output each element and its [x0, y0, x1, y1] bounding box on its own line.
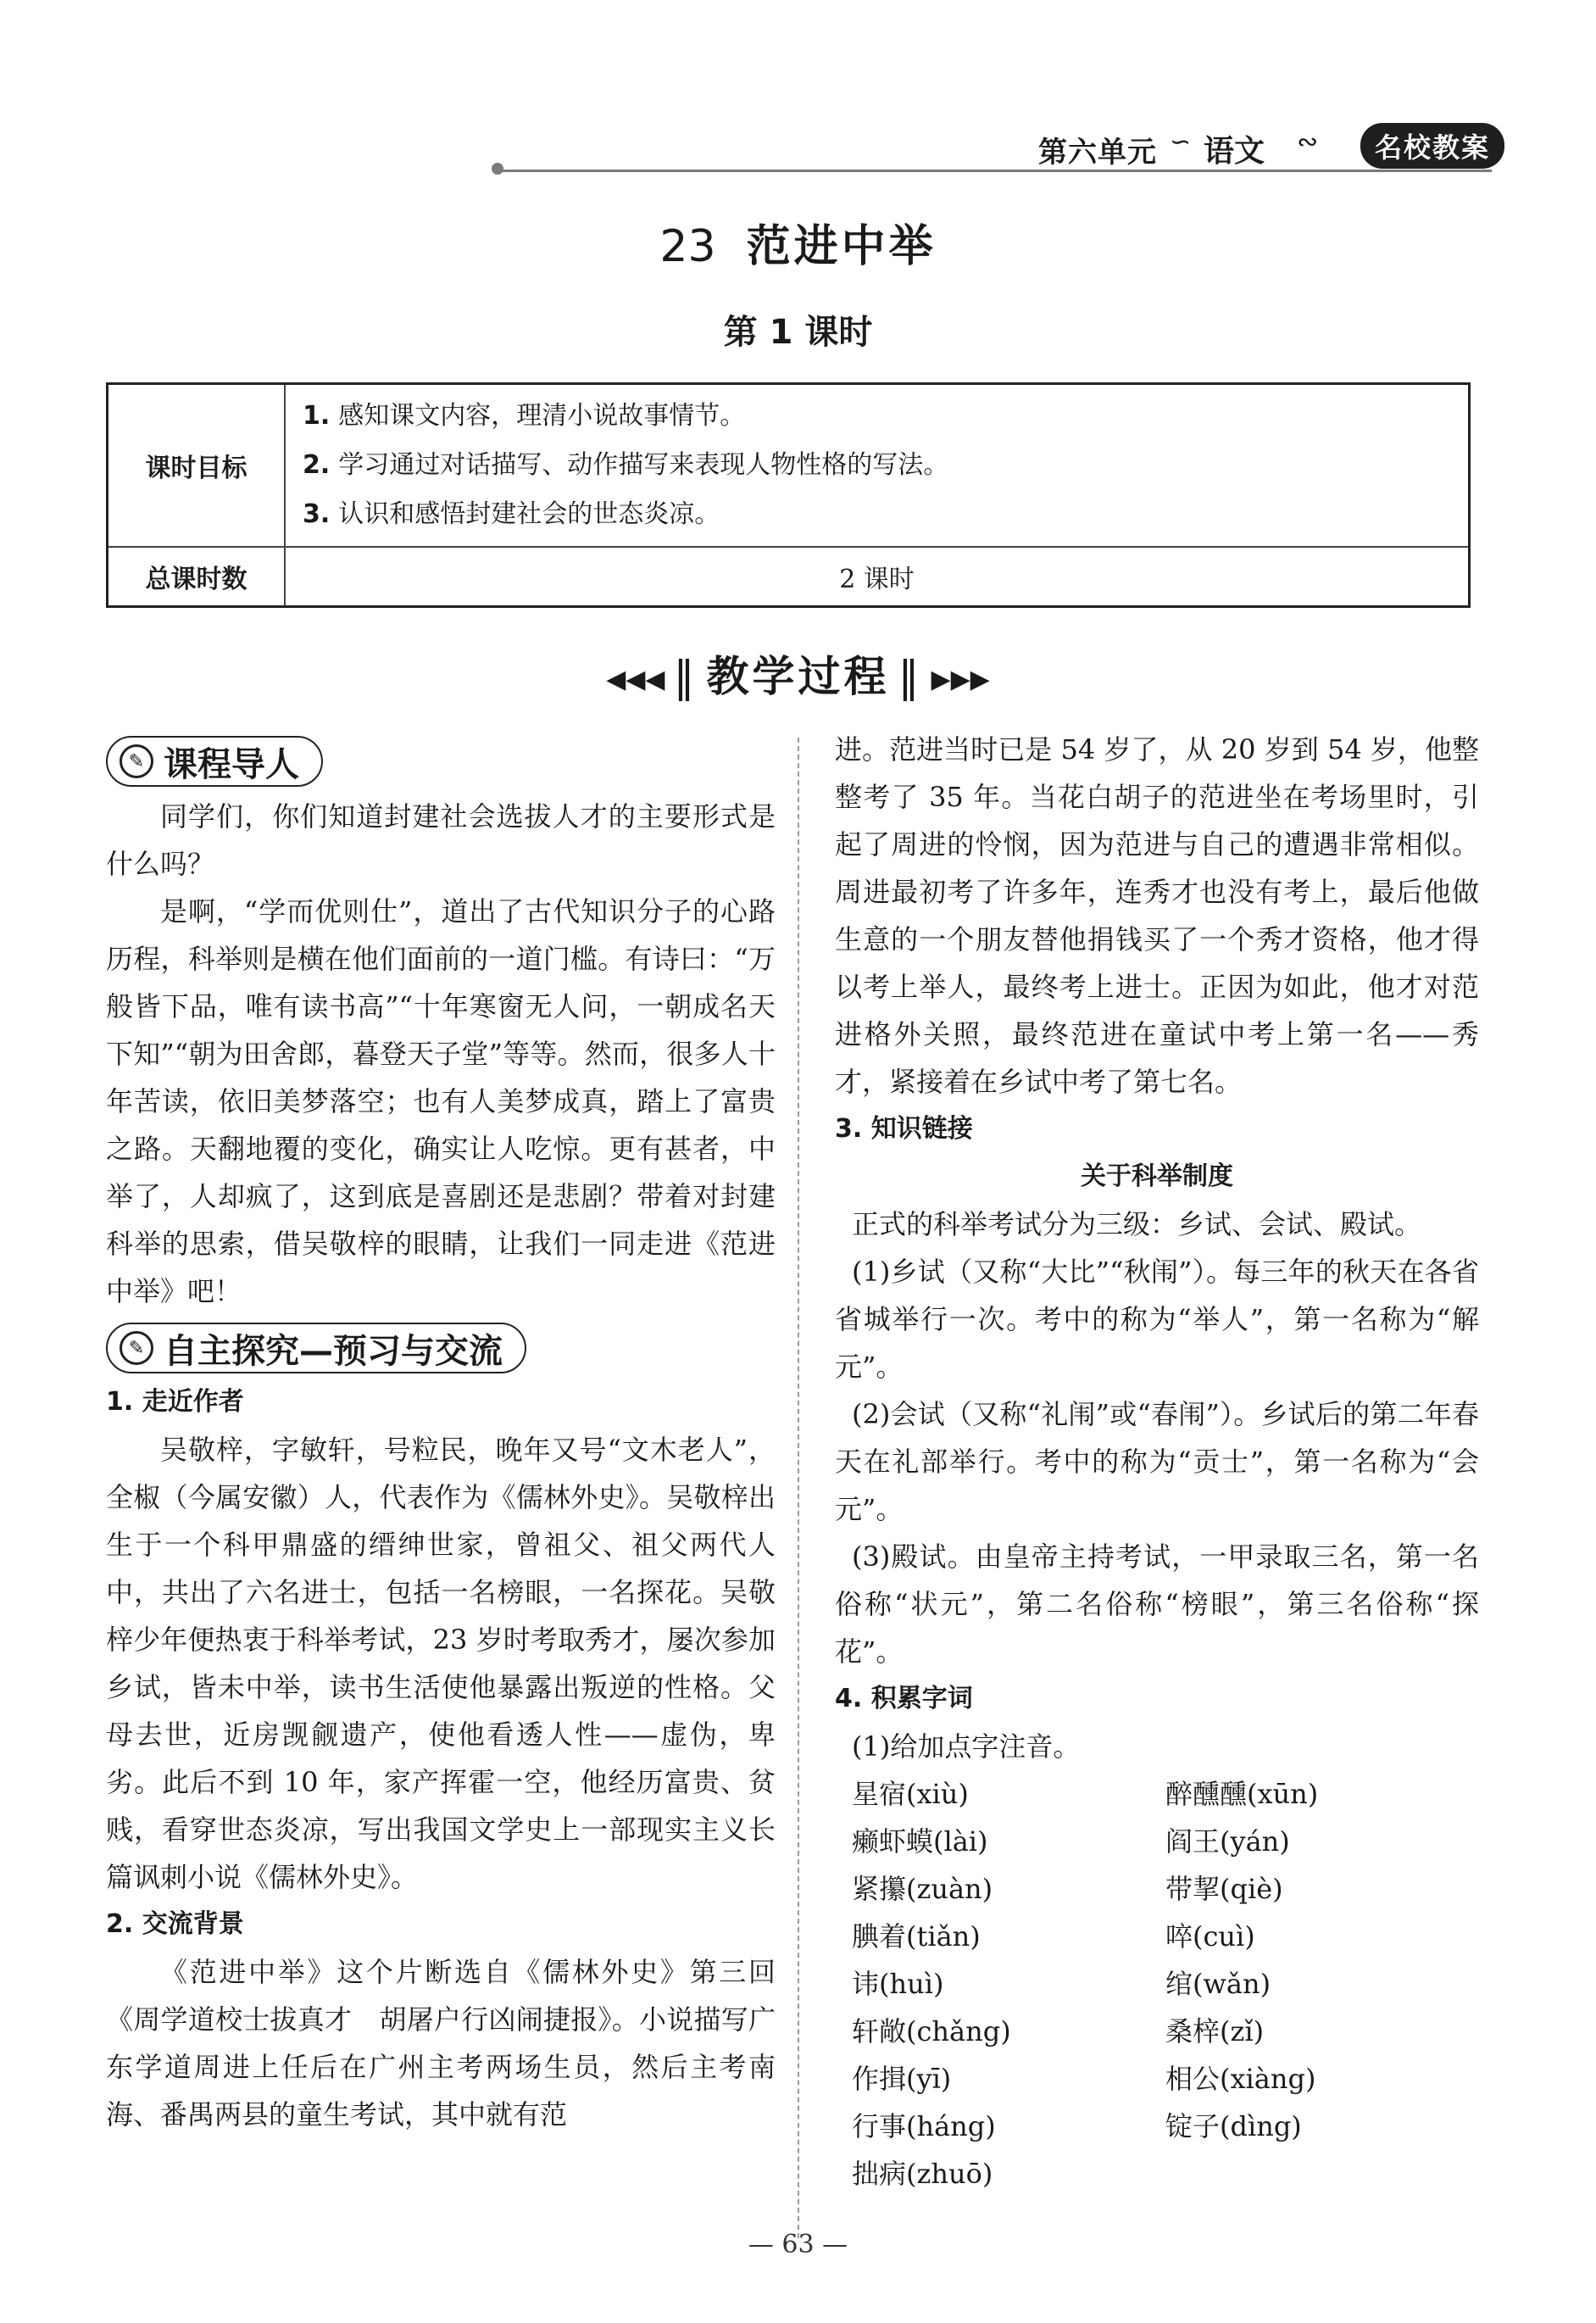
- vocab-item: 腆着(tiǎn): [852, 1920, 981, 1953]
- vocab-instruction: (1)给加点字注音。: [852, 1730, 1081, 1763]
- vocab-item: 绾(wǎn): [1165, 1968, 1271, 2000]
- knowledge-heading: 3. 知识链接: [835, 1114, 973, 1144]
- vocab-column-left: [835, 1770, 1165, 2198]
- header-dot: [492, 163, 503, 175]
- vocab-item: 星宿(xiù): [852, 1778, 969, 1810]
- background-text-right: 进。范进当时已是 54 岁了，从 20 岁到 54 岁，他整整考了 35 年。当花白胡子的范进坐在考场里时，引起了周进的怜悯，因为范进与自己的遭遇非常相似。周进最初考了许多年，连秀才也没有考上，最后他做生意的一个朋友替他捐钱买了一个秀才资格，他才得以考上举人，最终考上进士。正因为如此，他才对范进格外关照，最终范进在童试中考上第一名——秀才，紧接着在乡试中考了第七名。: [835, 733, 1479, 1098]
- vocab-item: 作揖(yī): [852, 2063, 952, 2095]
- goals-list: [285, 384, 1470, 548]
- arrows-left-icon: ◀◀◀: [606, 665, 665, 694]
- vocab-item: 轩敞(chǎng): [852, 2015, 1011, 2047]
- vocab-item: 癞虾蟆(lài): [852, 1825, 988, 1858]
- unit-label: 第六单元: [1038, 136, 1157, 170]
- vocab-item: 行事(háng): [852, 2110, 996, 2142]
- vocab-item: 紧攥(zuàn): [852, 1873, 993, 1905]
- objectives-table: [106, 382, 1471, 608]
- intro-heading: ✎ 课程导人: [106, 736, 323, 787]
- background-text-left: 《范进中举》这个片断选自《儒林外史》第三回《周学道校士拔真才 胡屠户行凶闹捷报》。小说描写广东学道周进上任后在广州主考两场生员，然后主考南海、番禺两县的童生考试，其中就有范: [106, 1956, 776, 2131]
- paragraph: 同学们，你们知道封建社会选拔人才的主要形式是什么吗？: [106, 800, 776, 880]
- list-item: 3. 认识和感悟封建社会的世态炎凉。: [303, 499, 720, 529]
- vocab-item: 啐(cuì): [1165, 1920, 1255, 1953]
- page-number: — 63 —: [748, 2230, 848, 2259]
- lesson-number: 23: [659, 221, 716, 272]
- header-rule: [500, 170, 1492, 172]
- left-body: [106, 1379, 776, 2138]
- vocab-column-right: [1165, 1770, 1479, 2198]
- bookmark-icon: ✎: [120, 744, 153, 778]
- intro-text: [106, 793, 776, 1315]
- arrows-right-icon: ▶▶▶: [931, 665, 990, 694]
- subject-label: 语文: [1204, 134, 1265, 169]
- knowledge-para: (3)殿试。由皇帝主持考试，一甲录取三名，第一名俗称“状元”，第二名俗称“榜眼”，第三名俗称“探花”。: [835, 1540, 1479, 1668]
- banner-text: 教学过程: [706, 652, 890, 701]
- knowledge-para: (1)乡试（又称“大比”“秋闱”）。每三年的秋天在各省省城举行一次。考中的称为“举人”，第一名称为“解元”。: [835, 1256, 1479, 1383]
- bookmark-icon: ✎: [120, 1331, 153, 1365]
- vocab-item: 讳(huì): [852, 1968, 944, 2000]
- vocab-grid: [835, 1770, 1479, 2198]
- knowledge-title: 关于科举制度: [1081, 1162, 1233, 1191]
- hours-label: 总课时数: [108, 547, 286, 607]
- preview-heading: ✎ 自主探究—预习与交流: [106, 1323, 526, 1373]
- table-row: [108, 384, 1470, 548]
- vocab-item: 桑梓(zǐ): [1165, 2015, 1265, 2047]
- period-title: 第 1 课时: [723, 313, 873, 352]
- vocab-item: 锭子(dìng): [1165, 2110, 1302, 2142]
- lesson-title: [0, 210, 1596, 274]
- brand-logo: 名校教案: [1360, 123, 1504, 169]
- background-heading: 2. 交流背景: [106, 1909, 244, 1939]
- vocab-item: 带挈(qiè): [1165, 1873, 1283, 1905]
- knowledge-para: 正式的科举考试分为三级：乡试、会试、殿试。: [852, 1208, 1422, 1240]
- swirl-right-icon: ∾: [1297, 127, 1319, 157]
- vocab-item: 醉醺醺(xūn): [1165, 1778, 1319, 1810]
- author-text: 吴敬梓，字敏轩，号粒民，晚年又号“文木老人”，全椒（今属安徽）人，代表作为《儒林外史》。吴敬梓出生于一个科甲鼎盛的缙绅世家，曾祖父、祖父两代人中，共出了六名进士，包括一名榜眼，一名探花。吴敬梓少年便热衷于科举考试，23 岁时考取秀才，屡次参加乡试，皆未中举，读书生活使他暴露出叛逆的性格。父母去世，近房觊觎遗产，使他看透人性——虚伪，卑劣。此后不到 10 年，家产挥霍一空，他经历富贵、贫贱，看穿世态炎凉，写出我国文学史上一部现实主义长篇讽刺小说《儒林外史》。: [106, 1434, 776, 1893]
- vocab-item: 相公(xiàng): [1165, 2063, 1316, 2095]
- goals-label: 课时目标: [108, 384, 286, 548]
- author-heading: 1. 走近作者: [106, 1387, 244, 1417]
- hours-value: 2 课时: [285, 547, 1470, 607]
- list-item: 2. 学习通过对话描写、动作描写来表现人物性格的写法。: [303, 450, 949, 480]
- section-banner: ◀◀◀ ‖ 教学过程 ‖ ▶▶▶: [606, 652, 990, 701]
- vocab-heading: 4. 积累字词: [835, 1684, 973, 1713]
- paragraph: 是啊，“学而优则仕”，道出了古代知识分子的心路历程，科举则是横在他们面前的一道门槛。有诗曰：“万般皆下品，唯有读书高”“十年寒窗无人问，一朝成名天下知”“朝为田舍郎，暮登天子堂”等等。然而，很多人十年苦读，依旧美梦落空；也有人美梦成真，踏上了富贵之路。天翻地覆的变化，确实让人吃惊。更有甚者，中举了，人却疯了，这到底是喜剧还是悲剧？带着对封建科举的思索，借吴敬梓的眼睛，让我们一同走进《范进中举》吧！: [106, 895, 776, 1307]
- vocab-item: 阎王(yán): [1165, 1825, 1290, 1858]
- right-body: [835, 726, 1479, 2198]
- knowledge-para: (2)会试（又称“礼闱”或“春闱”）。乡试后的第二年春天在礼部举行。考中的称为“贡士”，第一名称为“会元”。: [835, 1398, 1479, 1525]
- swirl-left-icon: ∽: [1170, 127, 1192, 157]
- lesson-name: 范进中举: [746, 221, 937, 272]
- column-divider: [798, 738, 799, 2238]
- list-item: 1. 感知课文内容，理清小说故事情节。: [303, 401, 746, 431]
- vocab-item: 拙病(zhuō): [852, 2158, 993, 2190]
- table-row: [108, 547, 1470, 607]
